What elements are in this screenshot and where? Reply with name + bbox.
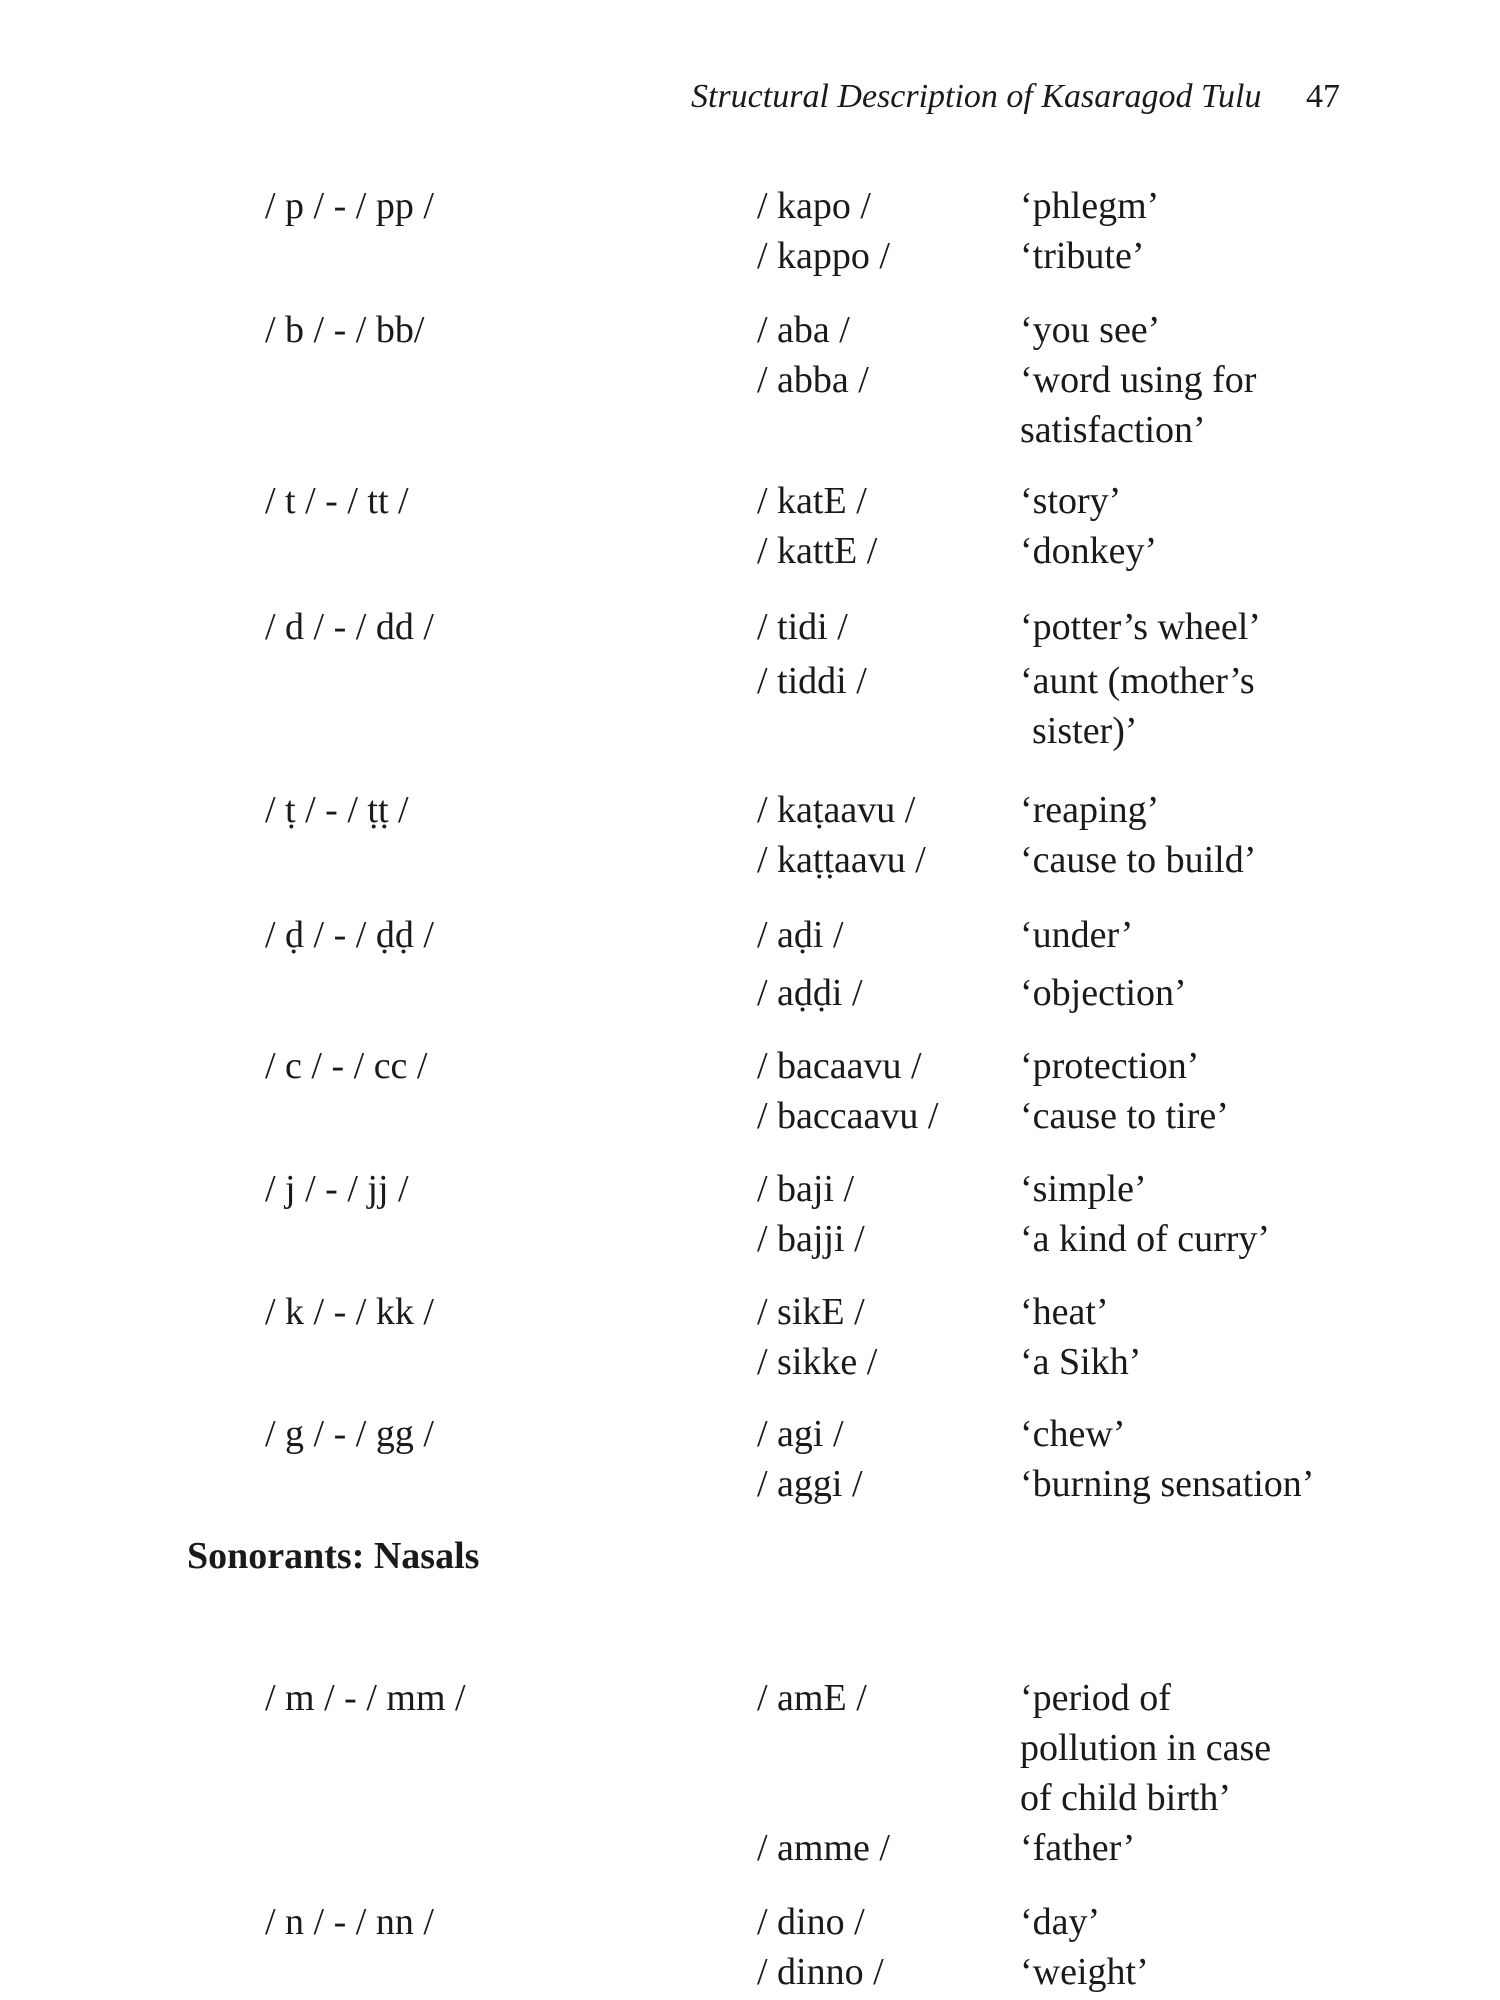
example-form: / tiddi / <box>757 660 867 702</box>
phoneme-pair: / j / - / jj / <box>265 1168 409 1210</box>
gloss: ‘donkey’ <box>1020 530 1158 572</box>
glosses <box>1020 305 1350 455</box>
example-forms <box>757 181 890 281</box>
example-form: / sikke / <box>757 1341 878 1383</box>
example-forms <box>757 1409 863 1509</box>
glosses <box>1020 602 1350 756</box>
example-form: / kapo / <box>757 185 871 227</box>
glosses <box>1020 1164 1350 1264</box>
gloss: ‘protection’ <box>1020 1045 1200 1087</box>
gloss: ‘weight’ <box>1020 1951 1149 1993</box>
gloss: ‘father’ <box>1020 1827 1136 1869</box>
glosses <box>1020 1673 1350 1873</box>
phoneme-pair: / g / - / gg / <box>265 1413 434 1455</box>
glosses <box>1020 1041 1350 1141</box>
glosses <box>1020 1897 1350 1997</box>
page-number: 47 <box>1306 78 1340 115</box>
gloss: ‘cause to tire’ <box>1020 1095 1229 1137</box>
example-form: / amE / <box>757 1677 867 1719</box>
running-title: Structural Description of Kasaragod Tulu <box>691 78 1262 115</box>
gloss: satisfaction’ <box>1020 409 1206 451</box>
example-form: / aḍḍi / <box>757 972 863 1014</box>
example-form: / dino / <box>757 1901 865 1943</box>
phoneme-pair: / b / - / bb/ <box>265 309 425 351</box>
gloss: ‘phlegm’ <box>1020 185 1160 227</box>
example-forms <box>757 602 867 706</box>
glosses <box>1020 476 1350 576</box>
phoneme-pair: / ṭ / - / ṭṭ / <box>265 789 409 831</box>
phoneme-pair: / k / - / kk / <box>265 1291 434 1333</box>
example-form: / aggi / <box>757 1463 863 1505</box>
glosses <box>1020 1409 1350 1509</box>
example-form: / agi / <box>757 1413 844 1455</box>
gloss: ‘period of <box>1020 1677 1171 1719</box>
gloss: ‘a Sikh’ <box>1020 1341 1142 1383</box>
phoneme-pair: / n / - / nn / <box>265 1901 434 1943</box>
example-forms <box>757 785 926 885</box>
gloss: ‘reaping’ <box>1020 789 1160 831</box>
example-form: / kappo / <box>757 235 890 277</box>
gloss: ‘a kind of curry’ <box>1020 1218 1271 1260</box>
example-form-spacer <box>757 1773 890 1823</box>
example-forms <box>757 305 869 405</box>
example-form: / abba / <box>757 359 869 401</box>
phoneme-pair: / t / - / tt / <box>265 480 409 522</box>
gloss: ‘tribute’ <box>1020 235 1145 277</box>
example-form: / kaṭṭaavu / <box>757 839 926 881</box>
phoneme-pair: / p / - / pp / <box>265 185 434 227</box>
example-form: / tidi / <box>757 606 848 648</box>
glosses <box>1020 1287 1350 1387</box>
gloss: ‘simple’ <box>1020 1168 1147 1210</box>
gloss: ‘heat’ <box>1020 1291 1109 1333</box>
example-form: / bajji / <box>757 1218 865 1260</box>
gloss: ‘aunt (mother’s <box>1020 660 1255 702</box>
example-forms <box>757 1673 890 1873</box>
gloss: of child birth’ <box>1020 1777 1232 1819</box>
example-forms <box>757 476 877 576</box>
example-form: / katE / <box>757 480 867 522</box>
example-forms <box>757 910 863 1018</box>
gloss: ‘story’ <box>1020 480 1122 522</box>
gloss: ‘potter’s wheel’ <box>1020 606 1261 648</box>
phoneme-pair: / ḍ / - / ḍḍ / <box>265 914 434 956</box>
example-form: / amme / <box>757 1827 890 1869</box>
gloss: ‘day’ <box>1020 1901 1101 1943</box>
example-form: / kaṭaavu / <box>757 789 916 831</box>
phoneme-pair: / m / - / mm / <box>265 1677 466 1719</box>
phoneme-pair: / d / - / dd / <box>265 606 434 648</box>
gloss: ‘under’ <box>1020 914 1134 956</box>
phoneme-pair: / c / - / cc / <box>265 1045 428 1087</box>
gloss: ‘objection’ <box>1020 972 1187 1014</box>
example-form-spacer <box>757 1723 890 1773</box>
example-forms <box>757 1041 938 1141</box>
section-heading: Sonorants: Nasals <box>187 1535 480 1577</box>
gloss: ‘chew’ <box>1020 1413 1126 1455</box>
example-forms <box>757 1287 877 1387</box>
glosses <box>1020 785 1350 885</box>
gloss: ‘cause to build’ <box>1020 839 1257 881</box>
example-form: / sikE / <box>757 1291 865 1333</box>
example-forms <box>757 1897 884 1997</box>
example-form: / kattE / <box>757 530 878 572</box>
gloss: sister)’ <box>1032 710 1138 752</box>
glosses <box>1020 181 1350 281</box>
example-form: / dinno / <box>757 1951 884 1993</box>
example-form: / baccaavu / <box>757 1095 939 1137</box>
gloss: ‘word using for <box>1020 359 1257 401</box>
example-form: / aba / <box>757 309 850 351</box>
example-form: / aḍi / <box>757 914 844 956</box>
gloss: pollution in case <box>1020 1727 1272 1769</box>
example-forms <box>757 1164 865 1264</box>
gloss: ‘burning sensation’ <box>1020 1463 1315 1505</box>
glosses <box>1020 910 1350 1018</box>
gloss: ‘you see’ <box>1020 309 1161 351</box>
example-form: / baji / <box>757 1168 855 1210</box>
example-form: / bacaavu / <box>757 1045 922 1087</box>
